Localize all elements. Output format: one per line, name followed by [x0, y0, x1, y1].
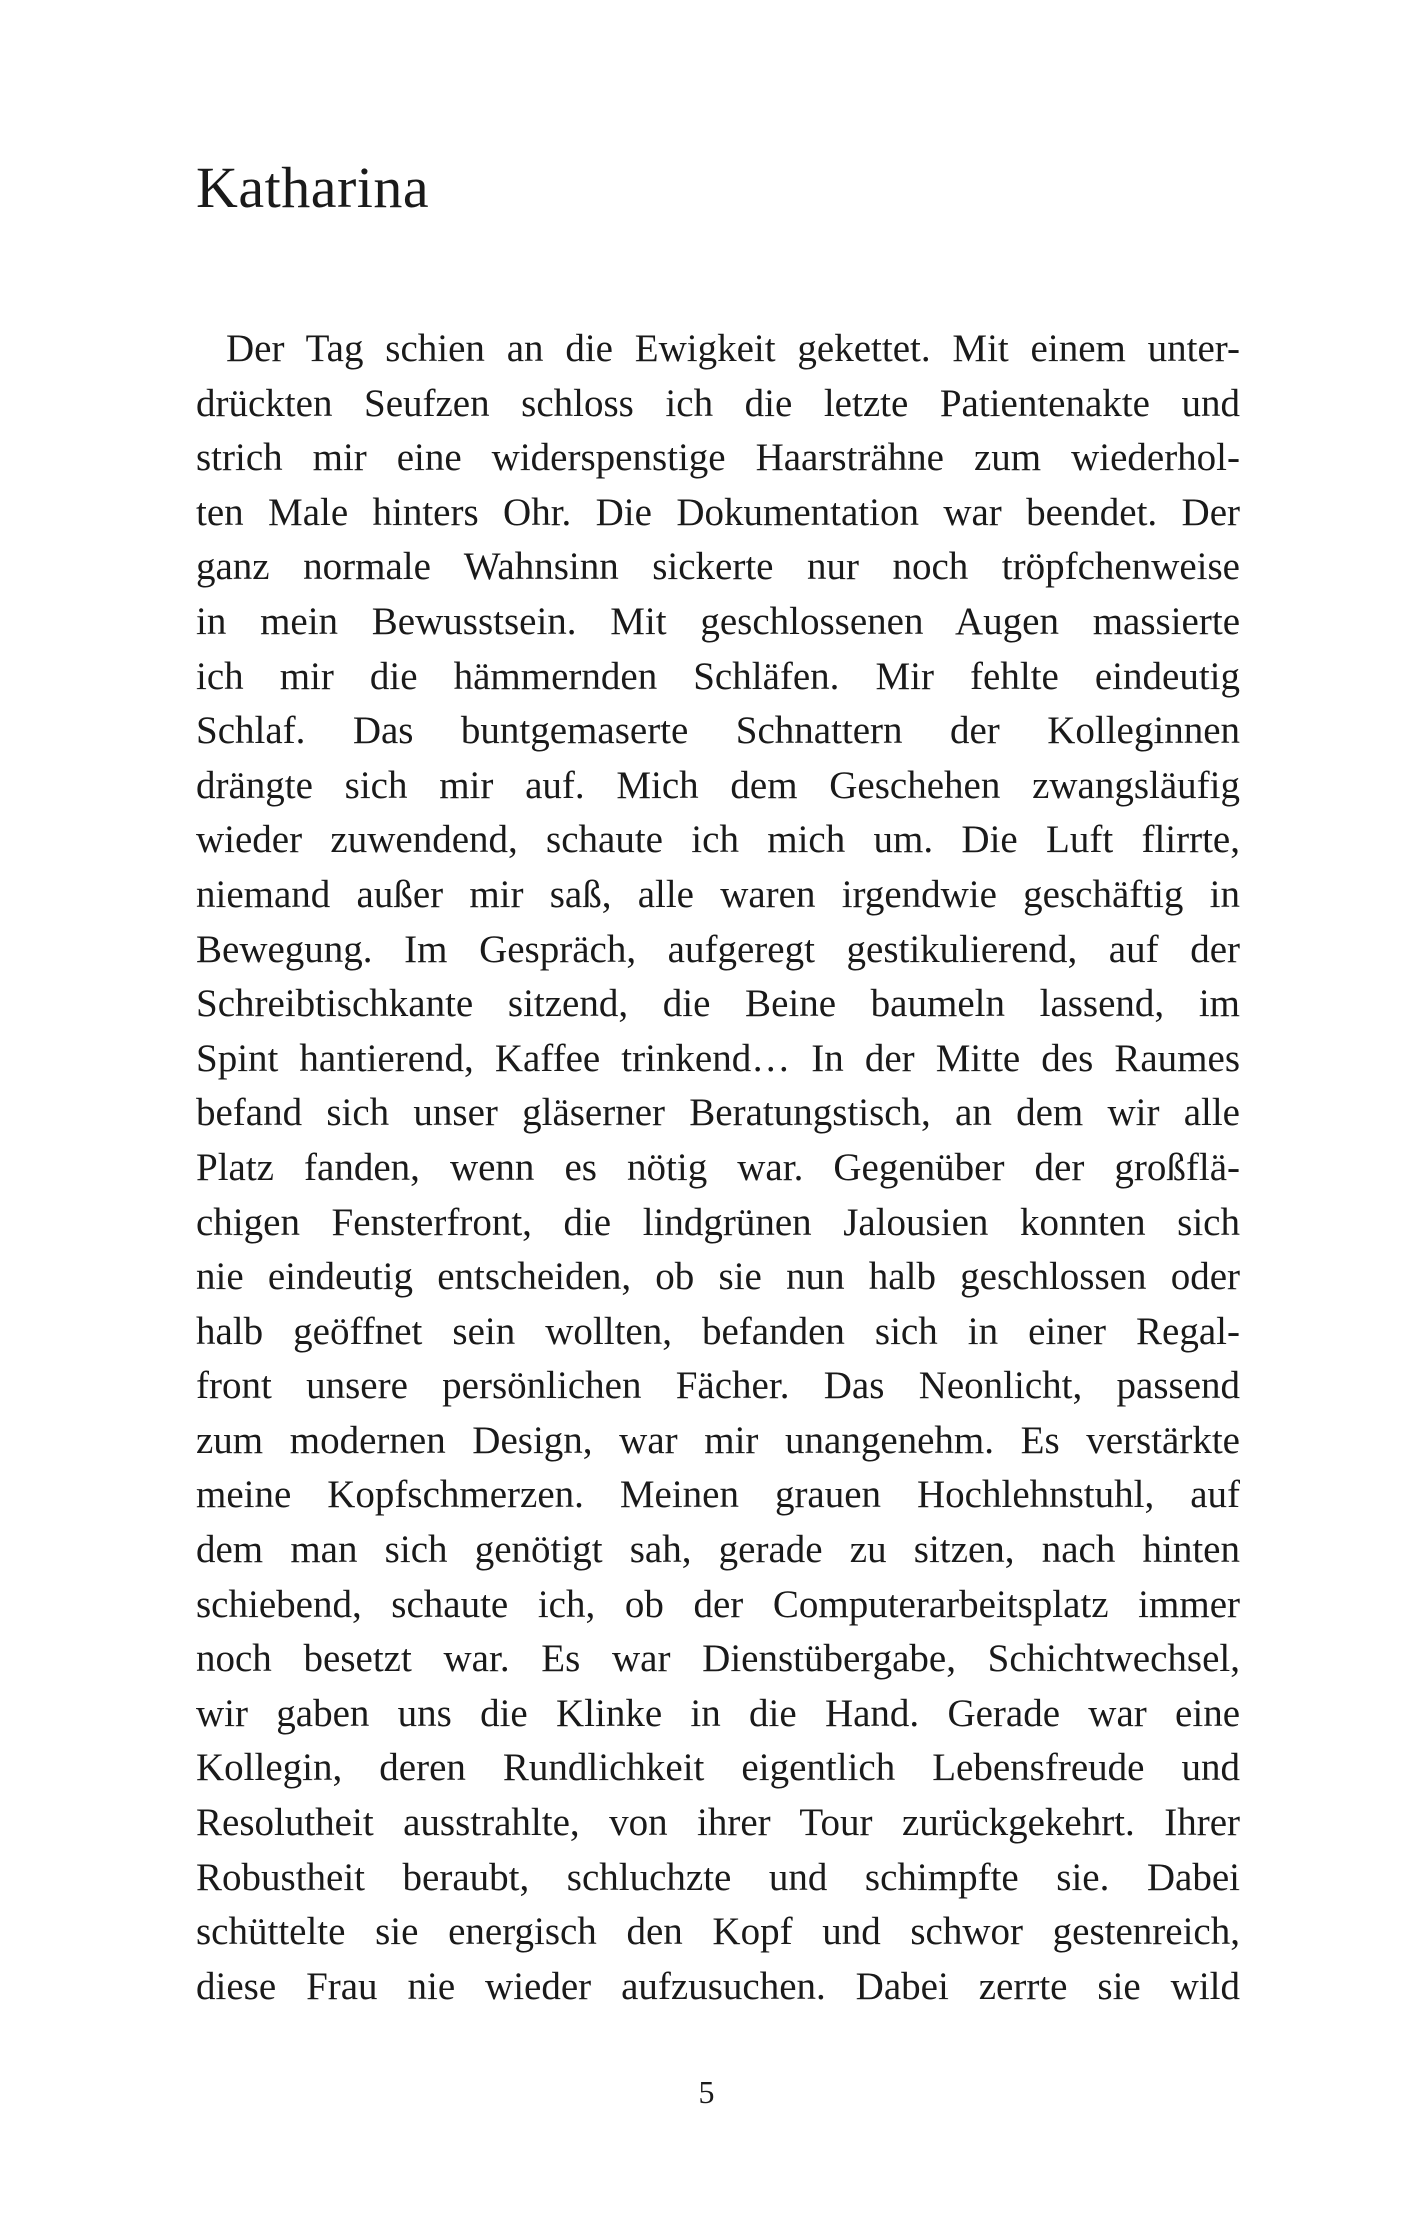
text-line: Bewegung. Im Gespräch, aufgeregt gestikulierend, auf der	[196, 927, 1240, 971]
text-line: Der Tag schien an die Ewigkeit gekettet. Mit einem unter-	[226, 327, 1240, 370]
text-line: Schreibtischkante sitzend, die Beine baumeln lassend, im	[196, 982, 1240, 1026]
text-line: drängte sich mir auf. Mich dem Geschehen zwangsläufig	[196, 763, 1240, 807]
text-line: meine Kopfschmerzen. Meinen grauen Hochlehnstuhl, auf	[196, 1473, 1240, 1517]
text-line: Schlaf. Das buntgemaserte Schnattern der Kolleginnen	[196, 709, 1240, 753]
text-line: schüttelte sie energisch den Kopf und schwor gestenreich,	[196, 1910, 1240, 1954]
text-line: niemand außer mir saß, alle waren irgendwie geschäftig in	[196, 872, 1240, 916]
page-number: 5	[698, 2074, 715, 2110]
body-paragraph	[196, 322, 1240, 2014]
chapter-title: Katharina	[196, 155, 430, 220]
text-line: in mein Bewusstsein. Mit geschlossenen Augen massierte	[196, 599, 1240, 643]
text-line: Robustheit beraubt, schluchzte und schimpfte sie. Dabei	[196, 1855, 1240, 1899]
text-line: noch besetzt war. Es war Dienstübergabe, Schichtwechsel,	[196, 1637, 1240, 1681]
text-line: befand sich unser gläserner Beratungstisch, an dem wir alle	[196, 1091, 1240, 1135]
text-line: Kollegin, deren Rundlichkeit eigentlich Lebensfreude und	[196, 1746, 1240, 1790]
text-line: Resolutheit ausstrahlte, von ihrer Tour zurückgekehrt. Ihrer	[196, 1801, 1240, 1845]
text-line: ich mir die hämmernden Schläfen. Mir fehlte eindeutig	[196, 654, 1240, 698]
text-line: schiebend, schaute ich, ob der Computerarbeitsplatz immer	[196, 1582, 1240, 1626]
text-line: ganz normale Wahnsinn sickerte nur noch tröpfchenweise	[196, 545, 1240, 589]
text-line: wieder zuwendend, schaute ich mich um. Die Luft flirrte,	[196, 818, 1240, 862]
text-line: dem man sich genötigt sah, gerade zu sitzen, nach hinten	[196, 1528, 1240, 1572]
text-line: zum modernen Design, war mir unangenehm. Es verstärkte	[196, 1418, 1240, 1462]
text-line: Spint hantierend, Kaffee trinkend… In der Mitte des Raumes	[196, 1036, 1240, 1080]
text-line: Platz fanden, wenn es nötig war. Gegenüber der großflä-	[196, 1145, 1240, 1189]
text-line: strich mir eine widerspenstige Haarsträhne zum wiederhol-	[196, 436, 1240, 480]
text-line: drückten Seufzen schloss ich die letzte Patientenakte und	[196, 381, 1240, 425]
text-line: nie eindeutig entscheiden, ob sie nun halb geschlossen oder	[196, 1255, 1240, 1299]
text-line: ten Male hinters Ohr. Die Dokumentation war beendet. Der	[196, 490, 1240, 534]
text-line: front unsere persönlichen Fächer. Das Neonlicht, passend	[196, 1364, 1240, 1408]
text-line: wir gaben uns die Klinke in die Hand. Gerade war eine	[196, 1691, 1240, 1735]
text-line: diese Frau nie wieder aufzusuchen. Dabei zerrte sie wild	[196, 1964, 1240, 2008]
text-line: halb geöffnet sein wollten, befanden sich in einer Regal-	[196, 1309, 1240, 1353]
text-line: chigen Fensterfront, die lindgrünen Jalousien konnten sich	[196, 1200, 1240, 1244]
